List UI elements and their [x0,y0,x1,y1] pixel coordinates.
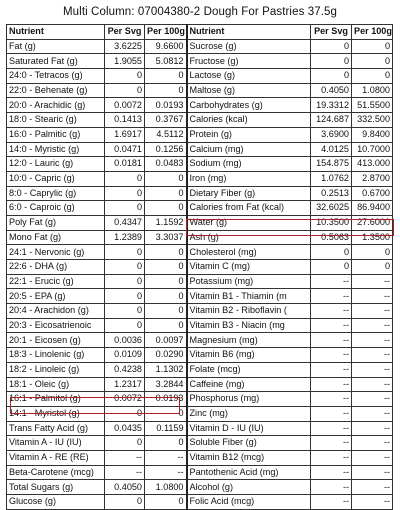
per-serving-value: 0.0036 [105,333,145,348]
table-row [7,304,393,319]
nutrient-name: 20:1 - Eicosen (g) [7,333,105,348]
per-100g-value: 1.0800 [352,83,393,98]
nutrient-name: 24:1 - Nervonic (g) [7,245,105,260]
per-100g-value: -- [352,318,393,333]
nutrient-name: Sodium (mg) [187,157,311,172]
per-100g-value: 1.0800 [145,480,187,495]
nutrient-name: Vitamin A - RE (RE) [7,450,105,465]
nutrient-name: Carbohydrates (g) [187,98,311,113]
per-100g-value: 9.8400 [352,127,393,142]
nutrient-name: Caffeine (mg) [187,377,311,392]
table-row [7,127,393,142]
nutrient-name: Poly Fat (g) [7,215,105,230]
nutrient-name: Vitamin D - IU (IU) [187,421,311,436]
per-serving-value: 0 [311,69,352,84]
per-serving-value: -- [311,450,352,465]
per-100g-value: -- [352,421,393,436]
nutrient-name: Vitamin B3 - Niacin (mg [187,318,311,333]
nutrient-name: 20:3 - Eicosatrienoic [7,318,105,333]
per-100g-value: -- [352,450,393,465]
nutrient-name: Vitamin B2 - Riboflavin ( [187,304,311,319]
table-row [7,230,393,245]
per-100g-value: 0 [145,245,187,260]
table-row [7,245,393,260]
nutrient-name: Beta-Carotene (mcg) [7,465,105,480]
table-row [7,392,393,407]
per-100g-value: -- [352,495,393,510]
per-100g-value: 0 [145,201,187,216]
nutrient-name: Vitamin B12 (mcg) [187,450,311,465]
nutrient-name: Calories (kcal) [187,113,311,128]
per-serving-value: 0.0181 [105,157,145,172]
nutrient-name: Phosphorus (mg) [187,392,311,407]
per-100g-value: 2.8700 [352,171,393,186]
nutrient-name: 18:1 - Oleic (g) [7,377,105,392]
column-header-per-serving-2: Per Svg [311,25,352,40]
table-row [7,465,393,480]
nutrient-name: 18:2 - Linoleic (g) [7,362,105,377]
nutrient-name: Calories from Fat (kcal) [187,201,311,216]
per-serving-value: 0 [105,201,145,216]
nutrient-name: 22:1 - Erucic (g) [7,274,105,289]
per-serving-value: 0 [105,69,145,84]
nutrient-name: Fat (g) [7,39,105,54]
nutrient-name: 18:0 - Stearic (g) [7,113,105,128]
per-100g-value: -- [145,465,187,480]
per-100g-value: 0 [145,171,187,186]
column-header-nutrient: Nutrient [7,25,105,40]
per-serving-value: -- [311,392,352,407]
per-serving-value: -- [105,465,145,480]
per-100g-value: 0 [145,83,187,98]
per-serving-value: 1.0762 [311,171,352,186]
nutrient-name: Potassium (mg) [187,274,311,289]
per-100g-value: 51.5500 [352,98,393,113]
table-row [7,39,393,54]
per-100g-value: 3.3037 [145,230,187,245]
table-row [7,113,393,128]
per-100g-value: 4.5112 [145,127,187,142]
table-row [7,362,393,377]
per-serving-value: 4.0125 [311,142,352,157]
nutrient-name: Pantothenic Acid (mg) [187,465,311,480]
per-100g-value: 0.1256 [145,142,187,157]
per-100g-value: 0.0097 [145,333,187,348]
nutrient-name: Calcium (mg) [187,142,311,157]
nutrient-name: Protein (g) [187,127,311,142]
nutrient-name: Dietary Fiber (g) [187,186,311,201]
table-row [7,318,393,333]
per-100g-value: 1.3500 [352,230,393,245]
nutrient-name: 20:5 - EPA (g) [7,289,105,304]
column-header-per-serving: Per Svg [105,25,145,40]
per-serving-value: 0 [105,436,145,451]
table-row [7,348,393,363]
nutrient-name: 20:4 - Arachidon (g) [7,304,105,319]
per-100g-value: 0 [352,54,393,69]
per-serving-value: -- [311,318,352,333]
per-serving-value: 0.0435 [105,421,145,436]
per-serving-value: -- [311,348,352,363]
per-100g-value: 0.3767 [145,113,187,128]
per-serving-value: -- [311,480,352,495]
nutrient-name: Vitamin C (mg) [187,260,311,275]
per-100g-value: 0 [145,69,187,84]
per-100g-value: -- [145,450,187,465]
per-100g-value: 0 [145,186,187,201]
per-serving-value: 0.4050 [105,480,145,495]
nutrient-name: 22:0 - Behenate (g) [7,83,105,98]
nutrient-name: 14:0 - Myristic (g) [7,142,105,157]
nutrient-name: Lactose (g) [187,69,311,84]
nutrient-name: Maltose (g) [187,83,311,98]
nutrient-name: Folate (mcg) [187,362,311,377]
per-serving-value: 0.4238 [105,362,145,377]
table-row [7,289,393,304]
nutrient-name: Total Sugars (g) [7,480,105,495]
per-serving-value: 0 [105,406,145,421]
table-row [7,69,393,84]
nutrient-name: 8:0 - Caprylic (g) [7,186,105,201]
per-serving-value: -- [311,436,352,451]
nutrient-name: Zinc (mg) [187,406,311,421]
per-100g-value: 0 [352,260,393,275]
nutrient-name: 16:0 - Palmitic (g) [7,127,105,142]
per-serving-value: -- [311,274,352,289]
per-100g-value: 0 [352,245,393,260]
table-header-row [7,25,393,40]
per-serving-value: -- [311,362,352,377]
per-100g-value: 0.0193 [145,98,187,113]
nutrient-name: 22:6 - DHA (g) [7,260,105,275]
nutrient-name: 14:1 - Myristol (g) [7,406,105,421]
per-serving-value: -- [105,450,145,465]
per-100g-value: 0 [145,495,187,510]
table-row [7,377,393,392]
table-row [7,142,393,157]
per-100g-value: 0 [145,318,187,333]
per-serving-value: 3.6900 [311,127,352,142]
per-serving-value: 0 [311,245,352,260]
per-serving-value: 32.6025 [311,201,352,216]
per-100g-value: -- [352,304,393,319]
table-row [7,157,393,172]
per-100g-value: -- [352,392,393,407]
table-row [7,98,393,113]
per-serving-value: 0 [311,39,352,54]
table-row [7,436,393,451]
per-serving-value: 0.4347 [105,215,145,230]
per-100g-value: 0 [145,304,187,319]
per-100g-value: 0 [145,289,187,304]
nutrient-name: Mono Fat (g) [7,230,105,245]
per-serving-value: 0 [105,318,145,333]
per-100g-value: -- [352,465,393,480]
per-serving-value: 124.687 [311,113,352,128]
per-serving-value: -- [311,304,352,319]
per-100g-value: 0 [145,274,187,289]
nutrient-name: Vitamin A - IU (IU) [7,436,105,451]
per-serving-value: 0 [105,260,145,275]
nutrient-name: Saturated Fat (g) [7,54,105,69]
table-row [7,54,393,69]
nutrient-name: 24:0 - Tetracos (g) [7,69,105,84]
nutrient-name: 16:1 - Palmitol (g) [7,392,105,407]
per-serving-value: 0 [311,260,352,275]
nutrient-name: Vitamin B1 - Thiamin (m [187,289,311,304]
per-serving-value: 0.4050 [311,83,352,98]
per-serving-value: 0.0109 [105,348,145,363]
per-serving-value: 1.2389 [105,230,145,245]
per-serving-value: 0.2513 [311,186,352,201]
per-serving-value: 0 [105,495,145,510]
per-100g-value: -- [352,289,393,304]
nutrient-name: Glucose (g) [7,495,105,510]
nutrient-name: Folic Acid (mcg) [187,495,311,510]
nutrient-name: Ash (g) [187,230,311,245]
per-100g-value: 0.0193 [145,392,187,407]
nutrient-name: Soluble Fiber (g) [187,436,311,451]
per-100g-value: 9.6600 [145,39,187,54]
table-row [7,480,393,495]
per-serving-value: -- [311,289,352,304]
per-100g-value: -- [352,348,393,363]
per-100g-value: 0.1159 [145,421,187,436]
nutrient-name: Alcohol (g) [187,480,311,495]
table-row [7,260,393,275]
per-serving-value: 0 [105,245,145,260]
per-100g-value: 3.2844 [145,377,187,392]
nutrient-name: Iron (mg) [187,171,311,186]
per-serving-value: 19.3312 [311,98,352,113]
nutrient-name: Cholesterol (mg) [187,245,311,260]
per-100g-value: 10.7000 [352,142,393,157]
column-header-per-100g: Per 100g [145,25,187,40]
per-100g-value: -- [352,436,393,451]
per-serving-value: 3.6225 [105,39,145,54]
nutrient-name: Sucrose (g) [187,39,311,54]
table-row [7,421,393,436]
per-100g-value: 0.0290 [145,348,187,363]
per-serving-value: 0.0072 [105,392,145,407]
per-100g-value: 1.1302 [145,362,187,377]
table-row [7,215,393,230]
per-serving-value: 0 [105,289,145,304]
per-serving-value: 0.0072 [105,98,145,113]
per-serving-value: 1.9055 [105,54,145,69]
per-100g-value: -- [352,333,393,348]
per-serving-value: 154.875 [311,157,352,172]
table-row [7,201,393,216]
table-row [7,333,393,348]
per-serving-value: -- [311,495,352,510]
table-row [7,186,393,201]
per-100g-value: -- [352,274,393,289]
per-100g-value: 1.1592 [145,215,187,230]
page-title: Multi Column: 07004380-2 Dough For Pastries 37.5g [62,6,338,18]
nutrient-name: 18:3 - Linolenic (g) [7,348,105,363]
per-serving-value: 0 [105,186,145,201]
per-serving-value: -- [311,465,352,480]
table-row [7,406,393,421]
per-serving-value: 0 [105,171,145,186]
nutrient-table [6,24,393,510]
per-100g-value: 0.6700 [352,186,393,201]
nutrient-name: 6:0 - Caproic (g) [7,201,105,216]
nutrient-name: Water (g) [187,215,311,230]
table-row [7,450,393,465]
per-100g-value: 332.500 [352,113,393,128]
per-serving-value: 0.0471 [105,142,145,157]
per-serving-value: 0 [105,83,145,98]
nutrient-name: 12:0 - Lauric (g) [7,157,105,172]
per-100g-value: -- [352,377,393,392]
column-header-per-100g-2: Per 100g [352,25,393,40]
per-serving-value: 0 [311,54,352,69]
per-100g-value: 0 [352,39,393,54]
table-row [7,171,393,186]
per-100g-value: 86.9400 [352,201,393,216]
table-row [7,495,393,510]
per-serving-value: 0 [105,304,145,319]
per-100g-value: 0 [145,436,187,451]
per-100g-value: 5.0812 [145,54,187,69]
per-100g-value: 0 [145,406,187,421]
per-serving-value: 1.2317 [105,377,145,392]
per-serving-value: -- [311,421,352,436]
table-row [7,83,393,98]
per-100g-value: 413.000 [352,157,393,172]
nutrient-name: Fructose (g) [187,54,311,69]
per-serving-value: 0.1413 [105,113,145,128]
per-serving-value: 0.5063 [311,230,352,245]
table-row [7,274,393,289]
per-100g-value: -- [352,406,393,421]
per-serving-value: 10.3500 [311,215,352,230]
per-serving-value: 1.6917 [105,127,145,142]
per-serving-value: -- [311,377,352,392]
nutrient-name: Trans Fatty Acid (g) [7,421,105,436]
per-serving-value: -- [311,406,352,421]
nutrient-name: Magnesium (mg) [187,333,311,348]
nutrient-name: Vitamin B6 (mg) [187,348,311,363]
per-100g-value: -- [352,480,393,495]
per-100g-value: 0 [352,69,393,84]
per-100g-value: 0.0483 [145,157,187,172]
nutrient-name: 20:0 - Arachidic (g) [7,98,105,113]
nutrient-name: 10:0 - Capric (g) [7,171,105,186]
per-100g-value: -- [352,362,393,377]
per-serving-value: -- [311,333,352,348]
per-100g-value: 27.6000 [352,215,393,230]
per-100g-value: 0 [145,260,187,275]
per-serving-value: 0 [105,274,145,289]
column-header-nutrient-2: Nutrient [187,25,311,40]
